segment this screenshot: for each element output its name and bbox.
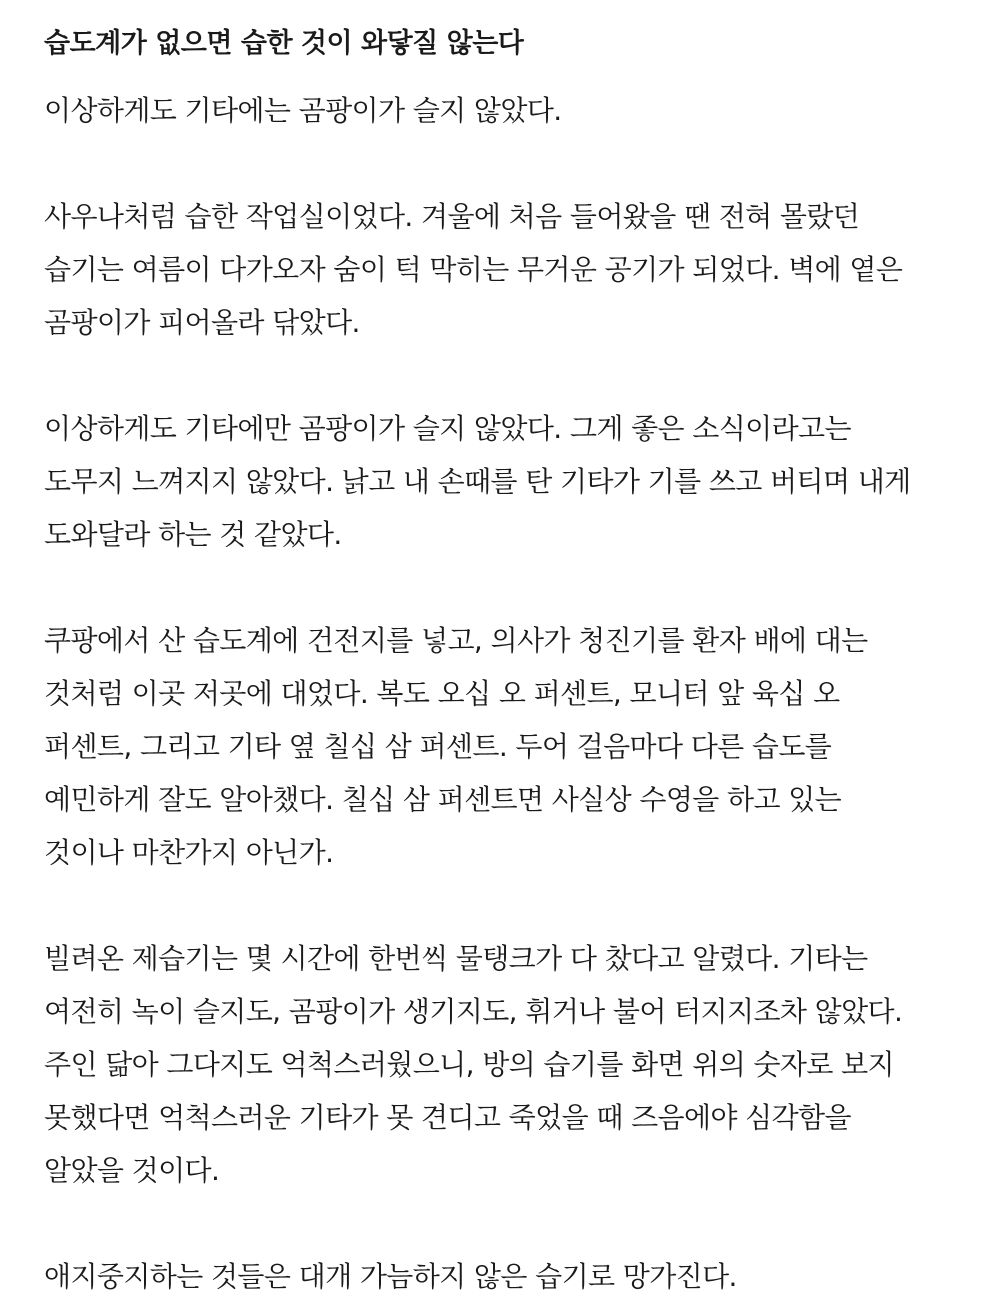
paragraph-line: 이상하게도 기타에만 곰팡이가 슬지 않았다. 그게 좋은 소식이라고는	[44, 412, 851, 445]
paragraph-line: 것이나 마찬가지 아닌가.	[44, 836, 334, 869]
paragraph-line: 도와달라 하는 것 같았다.	[44, 518, 342, 551]
paragraph-line: 퍼센트, 그리고 기타 옆 칠십 삼 퍼센트. 두어 걸음마다 다른 습도를	[44, 730, 832, 763]
paragraph-line: 빌려온 제습기는 몇 시간에 한번씩 물탱크가 다 찼다고 알렸다. 기타는	[44, 942, 868, 975]
paragraph-line: 여전히 녹이 슬지도, 곰팡이가 생기지도, 휘거나 불어 터지지조차 않았다.	[44, 995, 903, 1028]
article-title: 습도계가 없으면 습한 것이 와닿질 않는다	[44, 28, 524, 59]
paragraph-gap	[44, 879, 984, 932]
paragraph-line: 주인 닮아 그다지도 억척스러웠으니, 방의 습기를 화면 위의 숫자로 보지	[44, 1048, 894, 1081]
paragraph-line: 알았을 것이다.	[44, 1154, 220, 1187]
paragraph	[44, 402, 984, 561]
paragraph	[44, 84, 984, 137]
paragraph	[44, 190, 984, 349]
paragraph	[44, 614, 984, 879]
paragraph-line: 애지중지하는 것들은 대개 가늠하지 않은 습기로 망가진다.	[44, 1260, 737, 1293]
paragraph-gap	[44, 1197, 984, 1250]
paragraph-line: 사우나처럼 습한 작업실이었다. 겨울에 처음 들어왔을 땐 전혀 몰랐던	[44, 200, 860, 233]
paragraph	[44, 1250, 984, 1303]
paragraph-line: 예민하게 잘도 알아챘다. 칠십 삼 퍼센트면 사실상 수영을 하고 있는	[44, 783, 842, 816]
paragraph-gap	[44, 349, 984, 402]
paragraph	[44, 932, 984, 1197]
paragraph-line: 이상하게도 기타에는 곰팡이가 슬지 않았다.	[44, 94, 562, 127]
paragraph-line: 못했다면 억척스러운 기타가 못 견디고 죽었을 때 즈음에야 심각함을	[44, 1101, 851, 1134]
paragraph-line: 것처럼 이곳 저곳에 대었다. 복도 오십 오 퍼센트, 모니터 앞 육십 오	[44, 677, 840, 710]
article	[44, 24, 984, 1303]
paragraph-gap	[44, 137, 984, 190]
paragraph-line: 습기는 여름이 다가오자 숨이 턱 막히는 무거운 공기가 되었다. 벽에 옅은	[44, 253, 903, 286]
paragraph-line: 도무지 느껴지지 않았다. 낡고 내 손때를 탄 기타가 기를 쓰고 버티며 내게	[44, 465, 911, 498]
paragraph-line: 곰팡이가 피어올라 닦았다.	[44, 306, 360, 339]
paragraph-gap	[44, 561, 984, 614]
paragraph-line: 쿠팡에서 산 습도계에 건전지를 넣고, 의사가 청진기를 환자 배에 대는	[44, 624, 868, 657]
